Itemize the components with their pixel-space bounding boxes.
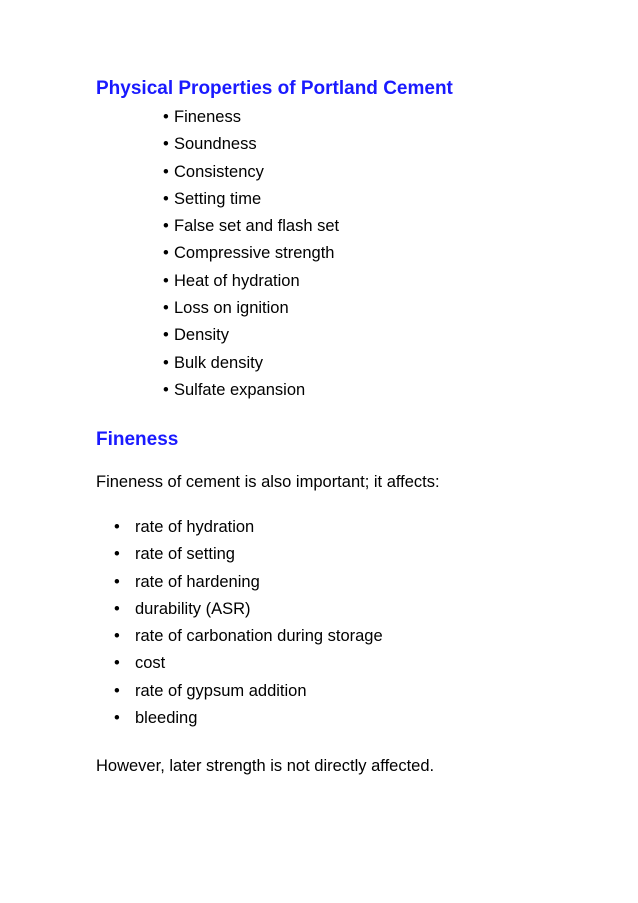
bullet-icon: • — [163, 299, 169, 318]
bullet-icon: • — [114, 518, 120, 536]
bullet-icon: • — [114, 627, 120, 646]
bullet-icon: • — [163, 380, 169, 399]
list-item — [163, 243, 339, 270]
bullet-icon: • — [163, 326, 169, 345]
list-item-label: Loss on ignition — [174, 299, 289, 318]
list-item — [114, 681, 383, 708]
section-heading-fineness: Fineness — [96, 429, 179, 450]
list-item — [163, 380, 339, 407]
list-item — [163, 325, 339, 352]
list-item-label: Setting time — [174, 189, 262, 208]
list-item-label: bleeding — [135, 709, 198, 728]
bullet-icon: • — [114, 572, 120, 591]
list-item-label: durability (ASR) — [135, 599, 251, 618]
list-item — [114, 599, 383, 626]
bullet-icon: • — [114, 545, 120, 564]
list-item — [114, 544, 383, 571]
bullet-icon: • — [163, 244, 169, 263]
properties-list — [163, 107, 339, 407]
fineness-intro-text: Fineness of cement is also important; it affects: — [96, 473, 440, 491]
list-item — [114, 572, 383, 599]
bullet-icon: • — [163, 353, 169, 372]
list-item — [114, 653, 383, 680]
fineness-effects-list — [114, 517, 383, 735]
list-item — [114, 708, 383, 735]
list-item-label: Soundness — [174, 135, 257, 154]
bullet-icon: • — [163, 189, 169, 208]
list-item-label: rate of hydration — [135, 518, 255, 536]
list-item — [163, 189, 339, 216]
list-item — [163, 162, 339, 189]
bullet-icon: • — [163, 271, 169, 290]
list-item — [163, 298, 339, 325]
list-item — [163, 107, 339, 134]
list-item — [163, 216, 339, 243]
list-item-label: Consistency — [174, 162, 264, 181]
bullet-icon: • — [114, 681, 120, 700]
list-item-label: Sulfate expansion — [174, 380, 306, 399]
page-title: Physical Properties of Portland Cement — [96, 78, 453, 99]
list-item-label: rate of gypsum addition — [135, 681, 307, 700]
fineness-closing-text: However, later strength is not directly affected. — [96, 757, 435, 775]
list-item — [114, 626, 383, 653]
list-item-label: rate of carbonation during storage — [135, 627, 383, 646]
bullet-icon: • — [114, 654, 120, 673]
list-item-label: rate of hardening — [135, 572, 260, 591]
bullet-icon: • — [114, 709, 120, 728]
list-item-label: False set and flash set — [174, 217, 340, 236]
bullet-icon: • — [163, 135, 169, 154]
bullet-icon: • — [163, 108, 169, 126]
list-item-label: Heat of hydration — [174, 271, 300, 290]
list-item-label: rate of setting — [135, 545, 235, 564]
bullet-icon: • — [163, 217, 169, 236]
list-item-label: Density — [174, 326, 230, 345]
list-item — [163, 353, 339, 380]
list-item-label: cost — [135, 654, 166, 673]
list-item — [163, 271, 339, 298]
bullet-icon: • — [114, 599, 120, 618]
list-item-label: Fineness — [174, 108, 241, 126]
list-item — [163, 134, 339, 161]
bullet-icon: • — [163, 162, 169, 181]
list-item — [114, 517, 383, 544]
list-item-label: Bulk density — [174, 353, 263, 372]
list-item-label: Compressive strength — [174, 244, 335, 263]
